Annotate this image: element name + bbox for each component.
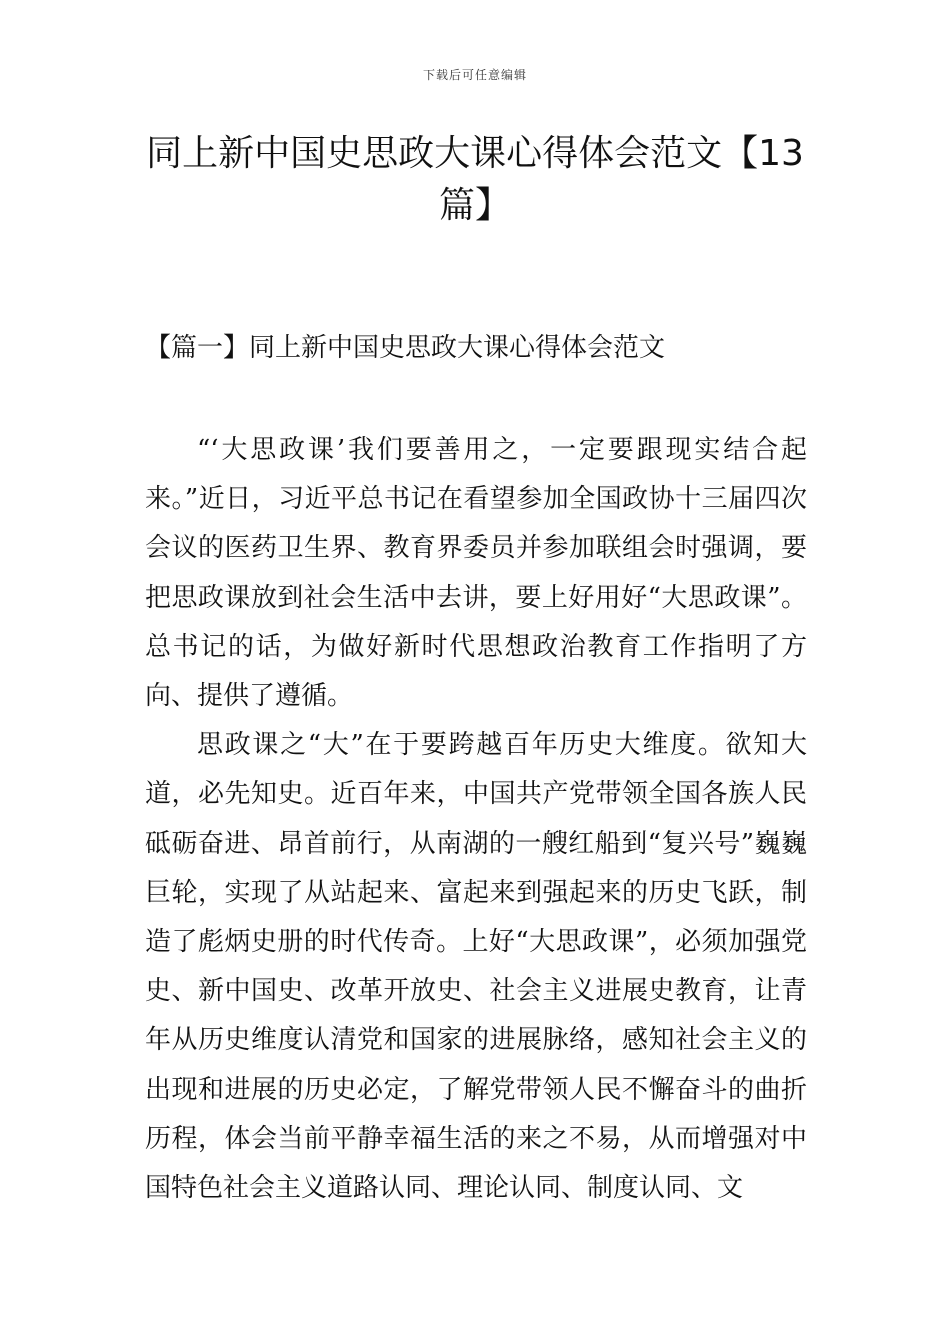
body-text xyxy=(145,426,807,1213)
paragraph-2: 思政课之“大”在于要跨越百年历史大维度。欲知大道，必先知史。近百年来，中国共产党带领全国各族人民砥砺奋进、昂首前行，从南湖的一艘红船到“复兴号”巍巍巨轮，实现了从站起来、富起来到强起来的历史飞跃，制造了彪炳史册的时代传奇。上好“大思政课”，必须加强党史、新中国史、改革开放史、社会主义进展史教育，让青年从历史维度认清党和国家的进展脉络，感知社会主义的出现和进展的历史必定，了解党带领人民不懈奋斗的曲折历程，体会当前平静幸福生活的来之不易，从而增强对中国特色社会主义道路认同、理论认同、制度认同、文 xyxy=(145,730,807,1204)
document-title: 同上新中国史思政大课心得体会范文【13篇】 xyxy=(146,133,804,226)
header-note: 下载后可任意编辑 xyxy=(422,68,527,82)
paragraph-1: “‘大思政课’我们要善用之，一定要跟现实结合起来。”近日，习近平总书记在看望参加全国政协十三届四次会议的医药卫生界、教育界委员并参加联组会时强调，要把思政课放到社会生活中去讲，要上好用好“大思政课”。总书记的话，为做好新时代思想政治教育工作指明了方向、提供了遵循。 xyxy=(145,435,807,712)
section-heading: 【篇一】同上新中国史思政大课心得体会范文 xyxy=(145,333,666,363)
